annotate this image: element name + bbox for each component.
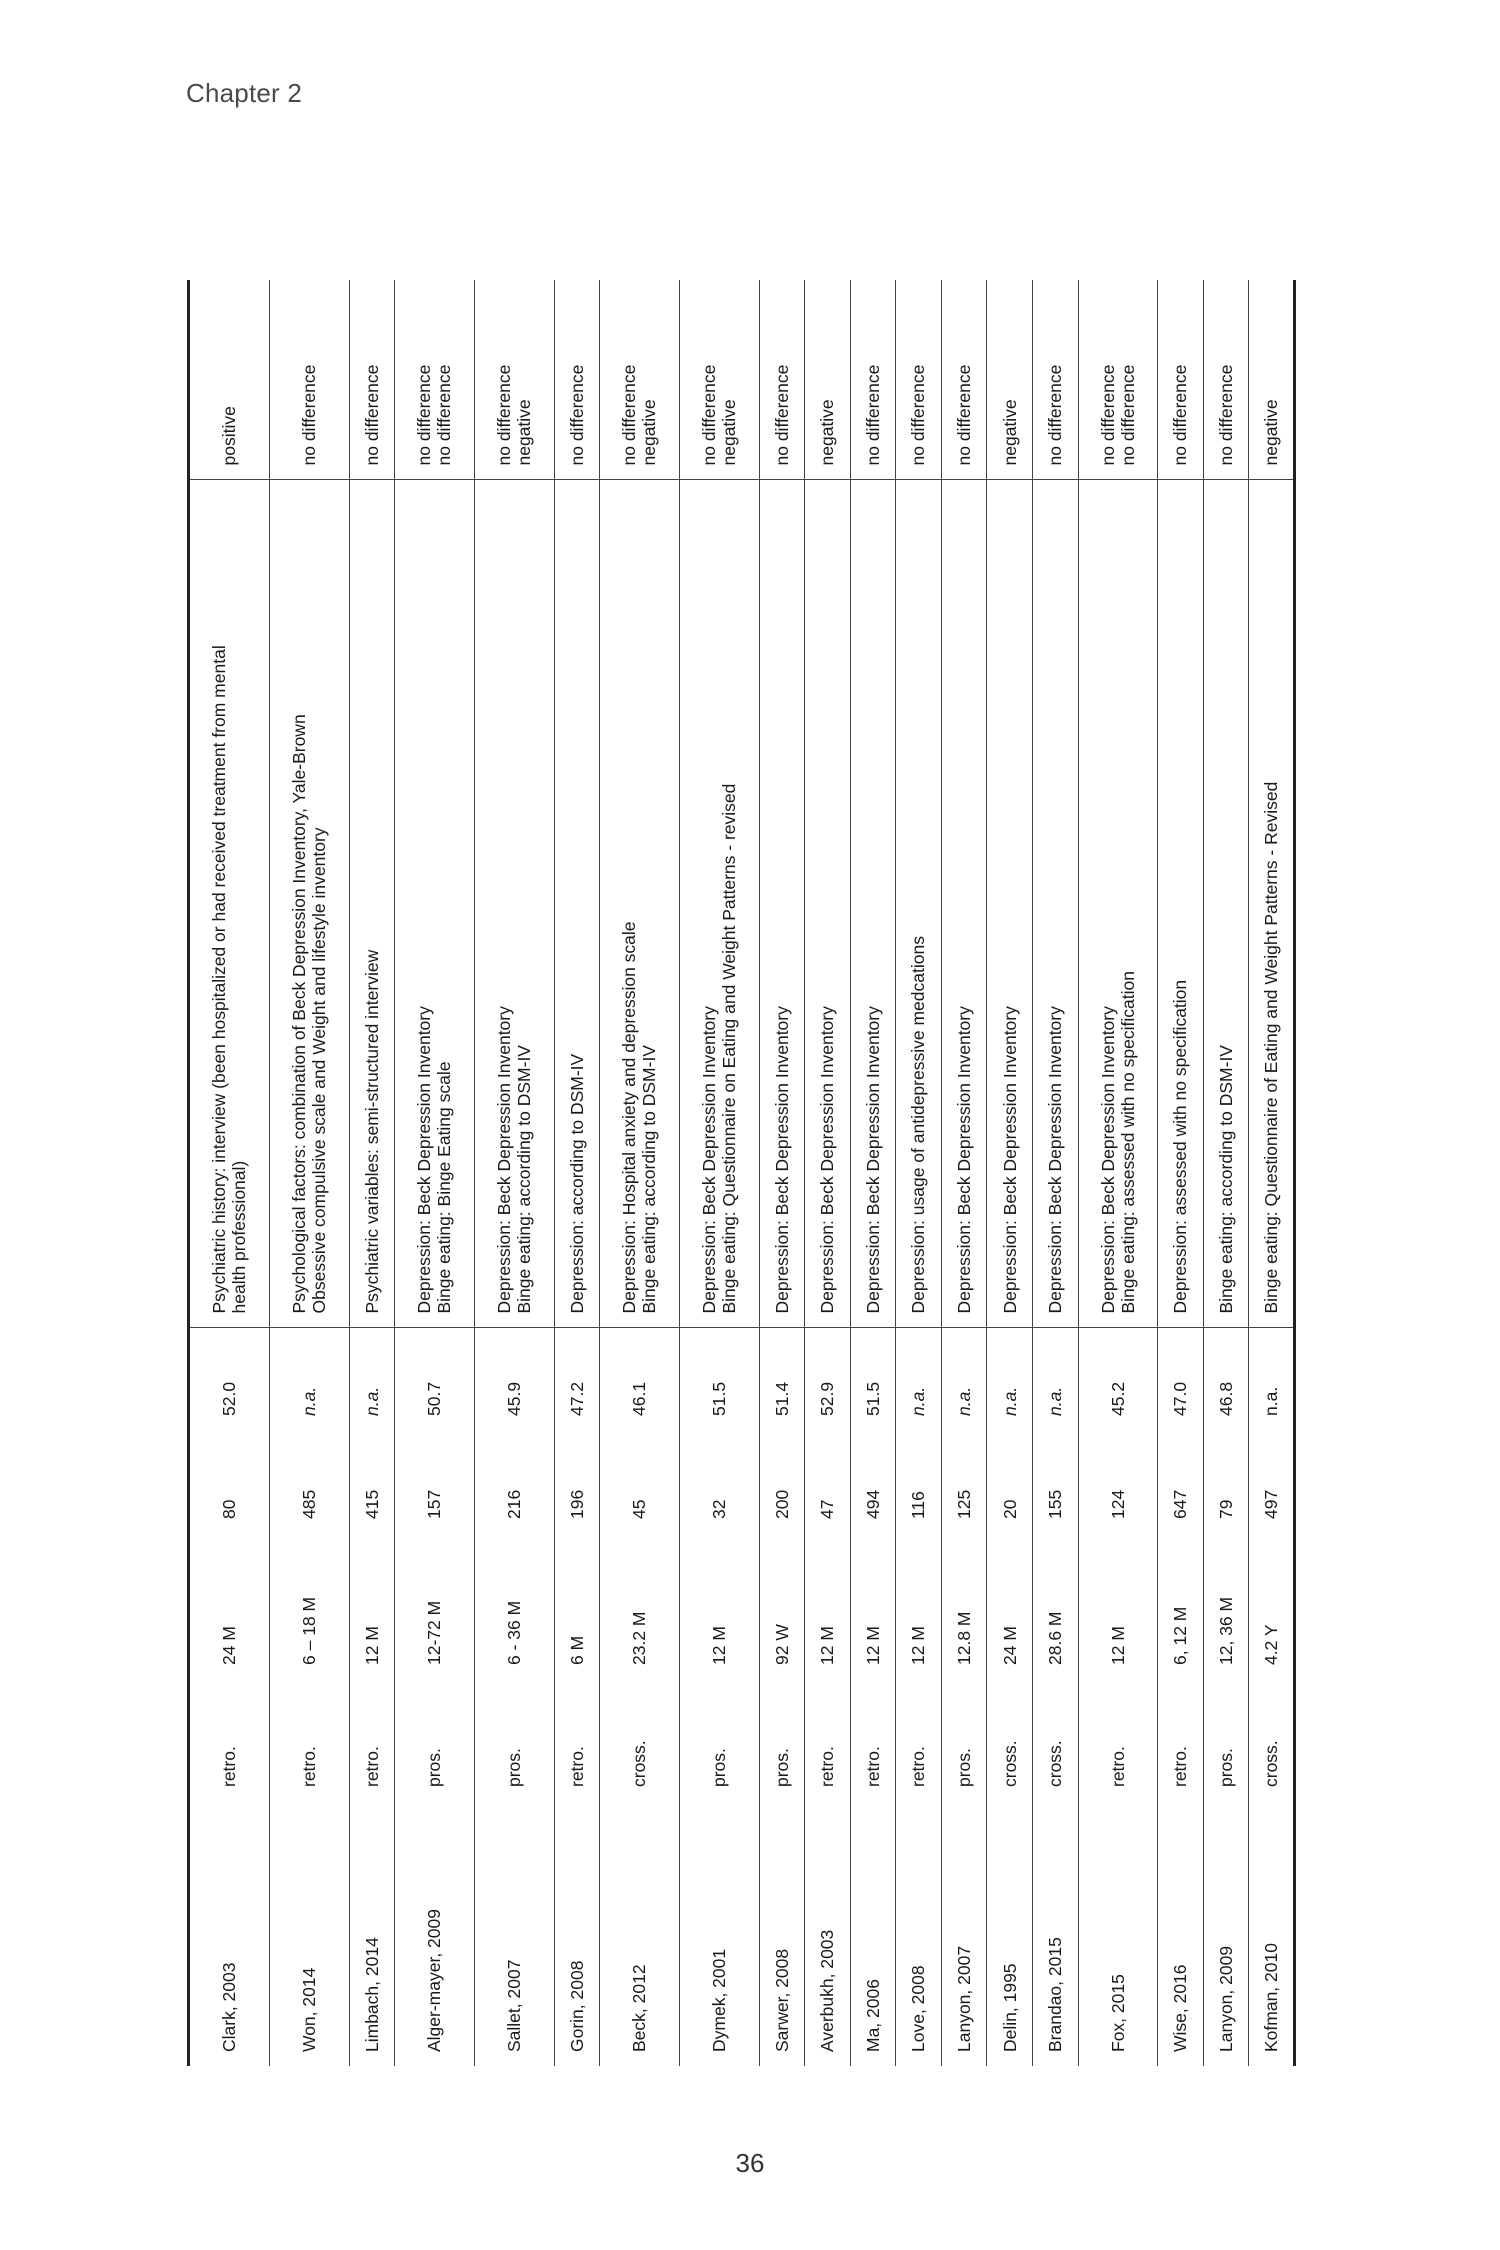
followup-cell: 12-72 M — [395, 1533, 475, 1679]
bmi-cell: n.a. — [269, 1328, 349, 1430]
outcome-cell: no difference — [269, 280, 349, 480]
bmi-cell: n.a. — [896, 1328, 942, 1430]
table-row — [1078, 280, 1158, 2066]
outcome-cell: no difference — [554, 280, 600, 480]
study-cell: Kofman, 2010 — [1249, 1801, 1295, 2066]
table-row — [941, 280, 987, 2066]
measure-cell: Depression: according to DSM-IV — [554, 480, 600, 1328]
study-cell: Limbach, 2014 — [349, 1801, 395, 2066]
measure-cell: Depression: Beck Depression Inventory — [987, 480, 1033, 1328]
n-cell: 124 — [1078, 1430, 1158, 1533]
measure-cell: Depression: Beck Depression Inventory — [759, 480, 805, 1328]
table-row — [987, 280, 1033, 2066]
measure-cell: Depression: Beck Depression Inventory Binge eating: assessed with no specification — [1078, 480, 1158, 1328]
n-cell: 485 — [269, 1430, 349, 1533]
study-cell: Won, 2014 — [269, 1801, 349, 2066]
study-cell: Beck, 2012 — [600, 1801, 680, 2066]
measure-cell: Psychiatric variables: semi-structured interview — [349, 480, 395, 1328]
study-cell: Lanyon, 2007 — [941, 1801, 987, 2066]
page-number: 36 — [735, 2148, 765, 2178]
outcome-cell: no difference — [850, 280, 896, 480]
followup-cell: 4.2 Y — [1249, 1533, 1295, 1679]
study-cell: Ma, 2006 — [850, 1801, 896, 2066]
measure-cell: Depression: Beck Depression Inventory — [850, 480, 896, 1328]
table-row — [679, 280, 759, 2066]
study-cell: Love, 2008 — [896, 1801, 942, 2066]
table-row — [269, 280, 349, 2066]
table-row — [850, 280, 896, 2066]
table-row — [349, 280, 395, 2066]
n-cell: 125 — [941, 1430, 987, 1533]
design-cell: pros. — [395, 1679, 475, 1801]
followup-cell: 6 – 18 M — [269, 1533, 349, 1679]
design-cell: retro. — [1158, 1679, 1204, 1801]
design-cell: retro. — [896, 1679, 942, 1801]
outcome-cell: no difference no difference — [395, 280, 475, 480]
design-cell: cross. — [600, 1679, 680, 1801]
followup-cell: 12 M — [896, 1533, 942, 1679]
table-row — [1249, 280, 1295, 2066]
n-cell: 497 — [1249, 1430, 1295, 1533]
bmi-cell: 46.8 — [1203, 1328, 1249, 1430]
bmi-cell: 47.0 — [1158, 1328, 1204, 1430]
followup-cell: 12 M — [850, 1533, 896, 1679]
outcome-cell: no difference — [349, 280, 395, 480]
design-cell: retro. — [554, 1679, 600, 1801]
followup-cell: 12 M — [805, 1533, 851, 1679]
bmi-cell: 52.0 — [219, 1381, 240, 1416]
study-cell: Gorin, 2008 — [554, 1801, 600, 2066]
followup-cell: 24 M — [219, 1626, 240, 1665]
measure-cell: Binge eating: according to DSM-IV — [1203, 480, 1249, 1328]
study-cell: Averbukh, 2003 — [805, 1801, 851, 2066]
measure-cell: Depression: Beck Depression Inventory — [941, 480, 987, 1328]
n-cell: 157 — [395, 1430, 475, 1533]
followup-cell: 12.8 M — [941, 1533, 987, 1679]
design-cell: pros. — [474, 1679, 554, 1801]
measure-cell: Depression: Beck Depression Inventory Binge eating: Binge Eating scale — [395, 480, 475, 1328]
outcome-cell: no difference — [941, 280, 987, 480]
design-cell: cross. — [987, 1679, 1033, 1801]
bmi-cell: n.a. — [941, 1328, 987, 1430]
table-row — [805, 280, 851, 2066]
running-head: Chapter 2 — [186, 78, 302, 108]
outcome-cell: no difference — [1032, 280, 1078, 480]
study-cell: Alger-mayer, 2009 — [395, 1801, 475, 2066]
outcome-cell: no difference — [759, 280, 805, 480]
followup-cell: 92 W — [759, 1533, 805, 1679]
table-row — [189, 280, 270, 2066]
n-cell: 415 — [349, 1430, 395, 1533]
measure-cell: Binge eating: Questionnaire of Eating and Weight Patterns - Revised — [1249, 480, 1295, 1328]
bmi-cell: 51.5 — [679, 1328, 759, 1430]
design-cell: cross. — [1249, 1679, 1295, 1801]
table-row — [1032, 280, 1078, 2066]
table-row — [896, 280, 942, 2066]
design-cell: retro. — [269, 1679, 349, 1801]
n-cell: 155 — [1032, 1430, 1078, 1533]
design-cell: retro. — [805, 1679, 851, 1801]
outcome-cell: no difference — [1158, 280, 1204, 480]
n-cell: 647 — [1158, 1430, 1204, 1533]
measure-cell: Depression: Hospital anxiety and depression scale Binge eating: according to DSM-IV — [600, 480, 680, 1328]
outcome-cell: negative — [1249, 280, 1295, 480]
followup-cell: 12 M — [1078, 1533, 1158, 1679]
table-row — [1203, 280, 1249, 2066]
followup-cell: 28.6 M — [1032, 1533, 1078, 1679]
bmi-cell: 52.9 — [805, 1328, 851, 1430]
measure-cell: Psychiatric history: interview (been hospitalized or had received treatment from mental health professional) — [189, 480, 270, 1328]
n-cell: 196 — [554, 1430, 600, 1533]
measure-cell: Depression: Beck Depression Inventory Binge eating: according to DSM-IV — [474, 480, 554, 1328]
table-row — [554, 280, 600, 2066]
n-cell: 216 — [474, 1430, 554, 1533]
results-table — [187, 280, 1296, 2066]
n-cell: 116 — [896, 1430, 942, 1533]
n-cell: 79 — [1203, 1430, 1249, 1533]
followup-cell: 6, 12 M — [1158, 1533, 1204, 1679]
measure-cell: Depression: Beck Depression Inventory — [1032, 480, 1078, 1328]
study-cell: Lanyon, 2009 — [1203, 1801, 1249, 2066]
bmi-cell: 45.2 — [1078, 1328, 1158, 1430]
measure-cell: Psychological factors: combination of Beck Depression Inventory, Yale-Brown Obsessive compulsive scale and Weight and lifestyle inventory — [269, 480, 349, 1328]
study-cell: Delin, 1995 — [987, 1801, 1033, 2066]
followup-cell: 12, 36 M — [1203, 1533, 1249, 1679]
table-row — [395, 280, 475, 2066]
outcome-cell: positive — [189, 280, 270, 480]
study-cell: Sallet, 2007 — [474, 1801, 554, 2066]
table-row — [474, 280, 554, 2066]
outcome-cell: no difference no difference — [1078, 280, 1158, 480]
outcome-cell: negative — [805, 280, 851, 480]
design-cell: retro. — [349, 1679, 395, 1801]
study-cell: Dymek, 2001 — [679, 1801, 759, 2066]
measure-cell: Depression: Beck Depression Inventory Binge eating: Questionnaire on Eating and Weight Patterns - revised — [679, 480, 759, 1328]
bmi-cell: 51.5 — [850, 1328, 896, 1430]
followup-cell: 6 M — [554, 1533, 600, 1679]
design-cell: pros. — [679, 1679, 759, 1801]
study-cell: Clark, 2003 — [219, 1962, 240, 2052]
study-cell: Brandao, 2015 — [1032, 1801, 1078, 2066]
design-cell: retro. — [219, 1746, 240, 1787]
study-cell: Sarwer, 2008 — [759, 1801, 805, 2066]
bmi-cell: 47.2 — [554, 1328, 600, 1430]
outcome-cell: no difference — [896, 280, 942, 480]
design-cell: retro. — [1078, 1679, 1158, 1801]
n-cell: 20 — [987, 1430, 1033, 1533]
design-cell: pros. — [941, 1679, 987, 1801]
bmi-cell: n.a. — [349, 1328, 395, 1430]
followup-cell: 12 M — [679, 1533, 759, 1679]
followup-cell: 12 M — [349, 1533, 395, 1679]
design-cell: pros. — [759, 1679, 805, 1801]
bmi-cell: 45.9 — [474, 1328, 554, 1430]
followup-cell: 24 M — [987, 1533, 1033, 1679]
n-cell: 47 — [805, 1430, 851, 1533]
outcome-cell: no difference negative — [474, 280, 554, 480]
n-cell: 494 — [850, 1430, 896, 1533]
n-cell: 80 — [219, 1499, 240, 1519]
design-cell: retro. — [850, 1679, 896, 1801]
design-cell: pros. — [1203, 1679, 1249, 1801]
bmi-cell: 46.1 — [600, 1328, 680, 1430]
measure-cell: Depression: usage of antidepressive medcations — [896, 480, 942, 1328]
bmi-cell: 50.7 — [395, 1328, 475, 1430]
bmi-cell: 51.4 — [759, 1328, 805, 1430]
followup-cell: 6 - 36 M — [474, 1533, 554, 1679]
bmi-cell: n.a. — [1032, 1328, 1078, 1430]
outcome-cell: negative — [987, 280, 1033, 480]
bmi-cell: n.a. — [1249, 1328, 1295, 1430]
study-cell: Fox, 2015 — [1078, 1801, 1158, 2066]
n-cell: 32 — [679, 1430, 759, 1533]
outcome-cell: no difference — [1203, 280, 1249, 480]
table-row — [1158, 280, 1204, 2066]
followup-cell: 23.2 M — [600, 1533, 680, 1679]
study-cell: Wise, 2016 — [1158, 1801, 1204, 2066]
n-cell: 45 — [600, 1430, 680, 1533]
outcome-cell: no difference negative — [600, 280, 680, 480]
design-cell: cross. — [1032, 1679, 1078, 1801]
table-row — [759, 280, 805, 2066]
measure-cell: Depression: assessed with no specification — [1158, 480, 1204, 1328]
n-cell: 200 — [759, 1430, 805, 1533]
bmi-cell: n.a. — [987, 1328, 1033, 1430]
table-row — [600, 280, 680, 2066]
measure-cell: Depression: Beck Depression Inventory — [805, 480, 851, 1328]
outcome-cell: no difference negative — [679, 280, 759, 480]
